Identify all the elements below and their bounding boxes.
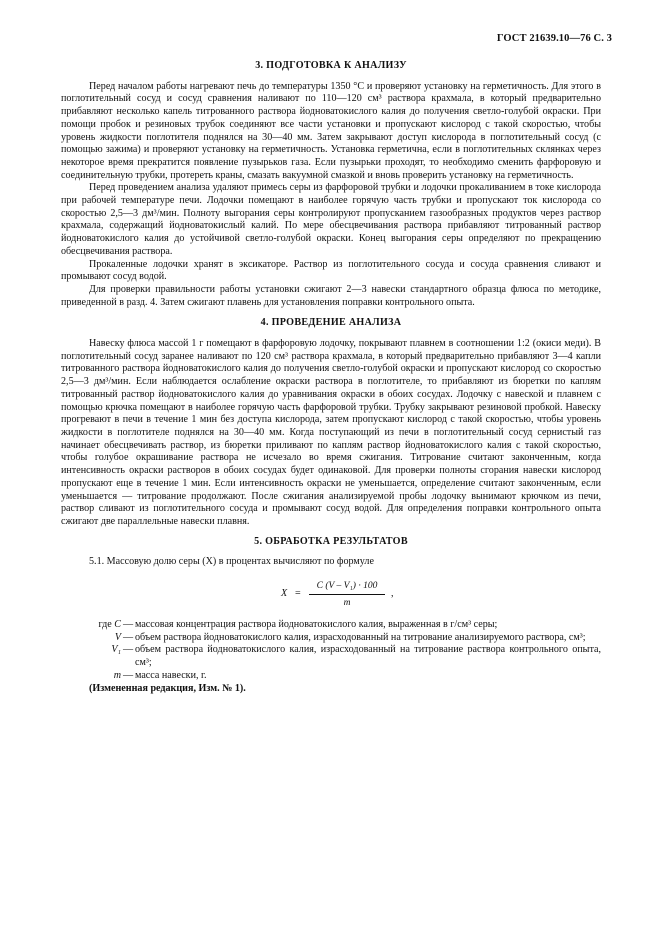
formula-denominator: m (343, 597, 351, 608)
section-3-paragraph-4: Для проверки правильности работы установки сжигают 2—3 навески стандартного образца флюса по методике, приведенной в разд. 4. Затем сжигают плавень для установления поправки контрольного опыта. (61, 283, 601, 308)
definition-row (61, 619, 601, 632)
definition-symbol: V (114, 631, 121, 643)
definition-row (61, 670, 601, 683)
definition-dash: — (122, 669, 134, 681)
definition-dash: — (122, 619, 134, 631)
definition-symbol: где C (98, 619, 121, 631)
section-3-paragraph-1: Перед началом работы нагревают печь до температуры 1350 °С и проверяют установку на герметичность. Для этого в поглотительный сосуд и сосуд сравнения наливают по 110—120 см³ раствора крахмала, в который предварительно прибавляют несколько капель титрованного раствора йодноватокислого калия до получения светло-голубой окраски. При помощи пробок и резиновых трубок соединяют все части установки и пропускают кислород с такой скоростью, чтобы уровень жидкости поглотителя поднялся на 30—40 мм. Затем закрывают доступ кислорода в поглотительный сосуд (с помощью зажима) и проверяют установку на герметичность. Установка герметична, если в поглотительных склянках через некоторое время прекратится появление пузырьков газа. Если пузырьки проходят, то необходимо сменить фарфоровую и соединительную трубки, протереть краны, смазать вакуумной смазкой и вновь проверить установку на герметичность. (61, 80, 601, 181)
definition-row (61, 632, 601, 645)
definition-symbol: m (113, 669, 121, 681)
section-4-paragraph: Навеску флюса массой 1 г помещают в фарфоровую лодочку, покрывают плавнем в соотношении 1:2 (окиси меди). В поглотительный сосуд заранее наливают по 120 см³ раствора крахмала, в который предварительно прибавляют 3—4 капли титрованного раствора йодноватокислого калия до получения светло-голубой окраски и пропускают кислород со скоростью 2,5—3 дм³/мин. Если наблюдается ослабление окраски раствора в поглотителе, то прибавляют из бюретки по каплям титрованный раствор йодноватокислого калия до уравнивания окраски в обоих сосудах. Лодочку с навеской и плавнем с помощью крючка помещают в наиболее горячую часть фарфоровой трубки. Трубку закрывают резиновой пробкой. Навеску прогревают в печи в течение 1 мин без доступа кислорода, затем пропускают кислород с такой скоростью, чтобы уровень жидкости в поглотителе поднялся на 30—40 мм. Когда поступающий из печи в поглотительный сосуд сернистый газ начинает обесцвечивать раствор, из бюретки приливают по каплям раствор йодноватокислого калия с такой скоростью, чтобы голубое окрашивание раствора не исчезало во время сжигания. Титрование считают законченным, когда интенсивность окраски растворов в обоих сосудах будет одинаковой. Для проверки полноты сгорания навески кислород пропускают еще в течение 1 мин. Если интенсивность окраски не уменьшается, определение считают законченным, если уменьшается — титрование продолжают. После сжигания анализируемой пробы лодочку вынимают крючком из печи, раствор сливают из поглотительного сосуда и промывают сосуд водой. Для определения поправки контрольного опыта сжигают две параллельные навески плавня. (61, 338, 601, 527)
definition-text: массовая концентрация раствора йодноватокислого калия, выраженная в г/см³ серы; (135, 619, 498, 631)
section-5-intro: 5.1. Массовую долю серы (X) в процентах вычисляют по формуле (89, 556, 374, 568)
definition-symbol: V₁ (111, 644, 121, 656)
document-body (61, 60, 601, 695)
section-4-title: 4. ПРОВЕДЕНИЕ АНАЛИЗА (260, 317, 402, 329)
section-3-paragraph-2: Перед проведением анализа удаляют примесь серы из фарфоровой трубки и лодочки прокаливанием в токе кислорода при рабочей температуре печи. Лодочки помещают в наиболее горячую часть трубки и пропускают ток кислорода со скоростью 2,5—3 дм³/мин. Полноту выгорания серы контролируют пропусканием газообразных продуктов через раствор крахмала, содержащий йодноватокислый калий. По мере обесцвечивания раствора прибавляют титрованный раствор йодноватокислого калия до устойчивой светло-голубой окраски. Конец выгорания серы определяют по прекращению обесцвечивания раствора. (61, 182, 601, 257)
definition-dash: — (122, 644, 134, 656)
section-5-title: 5. ОБРАБОТКА РЕЗУЛЬТАТОВ (254, 535, 408, 547)
formula-lhs: X (281, 588, 288, 600)
formula-fraction (309, 580, 385, 609)
sulfur-formula (61, 580, 601, 608)
variable-definitions (61, 619, 601, 683)
definition-dash: — (122, 631, 134, 643)
amendment-note: (Измененная редакция, Изм. № 1). (89, 682, 246, 694)
definition-row (61, 644, 601, 669)
definition-text: масса навески, г. (135, 669, 207, 681)
section-3-title: 3. ПОДГОТОВКА К АНАЛИЗУ (255, 60, 407, 71)
definition-text: объем раствора йодноватокислого калия, израсходованный на титрование анализируемого раствора, см³; (135, 631, 586, 643)
page-header: ГОСТ 21639.10—76 С. 3 (496, 33, 612, 44)
formula-numerator: C (V – V₁) · 100 (309, 580, 385, 595)
formula-equals: = (295, 588, 301, 600)
formula-trailing-comma: , (391, 588, 394, 600)
definition-text: объем раствора йодноватокислого калия, израсходованный на титрование раствора контрольного опыта, см³; (135, 644, 601, 669)
section-3-paragraph-3: Прокаленные лодочки хранят в эксикаторе. Раствор из поглотительного сосуда и сосуда сравнения сливают и промывают сосуд водой. (61, 258, 601, 283)
